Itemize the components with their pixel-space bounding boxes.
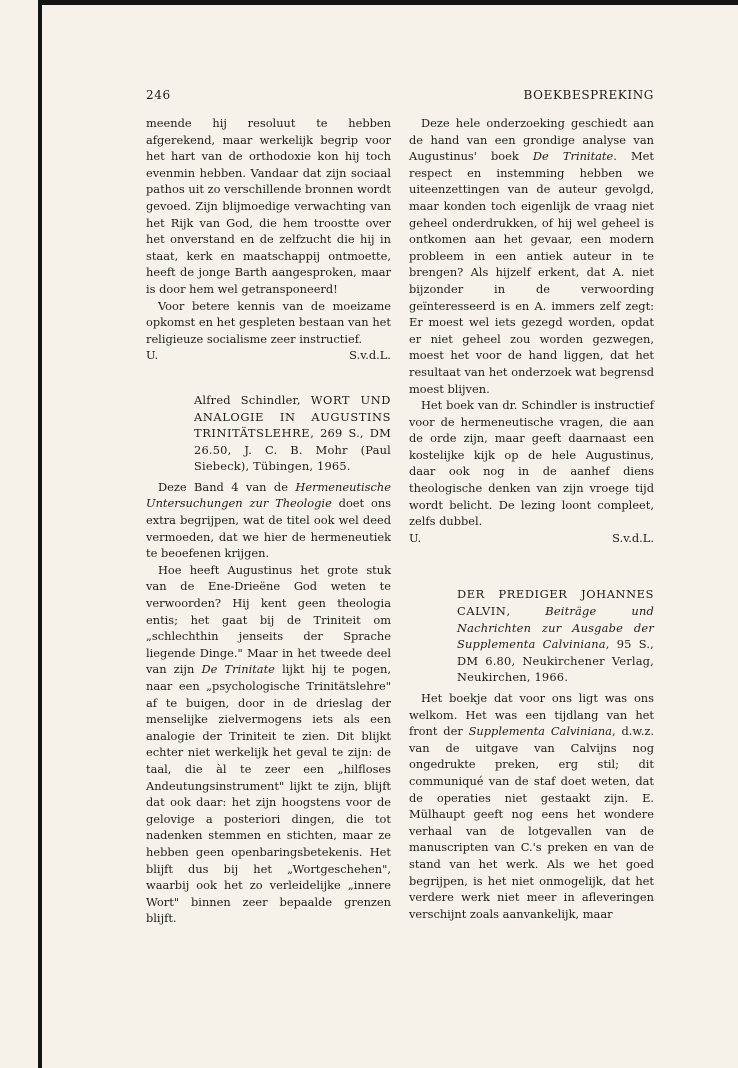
review-signature [146, 347, 391, 364]
signature-initial: U. [146, 348, 159, 363]
work-title: De Trinitate [532, 149, 614, 164]
text-run: Deze hele onderzoeking geschiedt aan de hand van een grondige analyse van Augustinus' boek [409, 116, 654, 164]
signature-initial: U. [409, 530, 422, 545]
paragraph: Voor betere kennis van de moeizame opkomst en het gespleten bestaan van het religieuze socialisme zeer instructief. [146, 298, 391, 346]
book-details: , 269 S., DM 26.50, J. C. B. Mohr (Paul Siebeck), Tübingen, 1965. [194, 426, 391, 474]
book-author: Alfred Schindler, [194, 392, 311, 407]
work-title: De Trinitate [201, 662, 275, 677]
paragraph: Het boek van dr. Schindler is instructief voor de hermeneutische vragen, die aan de orde zijn, maar geeft daarnaast een kostelijke kijk op de hele Augustinus, daar ook nog in de aanhef diens theologische denken van zijn vroege tijd wordt belicht. De lezing loont compleet, zelfs dubbel. [409, 398, 654, 529]
text-run: Hoe heeft Augustinus het grote stuk van de Ene-Drieëne God weten te verwoorden? Hij kent geen theologia entis; het gaat bij de Triniteit om „schlechthin jenseits der Sprache liegende Dinge." Maar in het tweede deel van zijn [146, 562, 391, 677]
series-title: Supplementa Calviniana [468, 724, 612, 739]
page-number: 246 [146, 88, 171, 102]
text-run: Het boekje dat voor ons ligt was ons welkom. Het was een tijdlang van het front der [409, 691, 654, 739]
paragraph [409, 690, 654, 922]
scan-top-border [38, 0, 738, 5]
text-run: Deze Band 4 van de [158, 479, 296, 494]
review-signature [409, 530, 654, 547]
series-title: Hermeneutische Untersuchungen zur Theologie [146, 479, 391, 511]
book-title: WORT UND ANALOGIE IN AUGUSTINS TRINITÄTSLEHRE [194, 392, 391, 441]
paragraph [146, 479, 391, 562]
book-subtitle: Beiträge und Nachrichten zur Ausgabe der Supplementa Calviniana [457, 604, 654, 652]
paragraph [409, 115, 654, 397]
signature-name: S.v.d.L. [612, 530, 654, 545]
paragraph [146, 562, 391, 927]
text-run: , d.w.z. van de uitgave van Calvijns nog ongedrukte preken, erg stil; dit communiqué van de staf doet weten, dat de operaties niet gestaakt zijn. E. Mülhaupt geeft nog eens het wondere verhaal van de lotgevallen van de manuscripten van C.'s preken en van de stand van het werk. Als we het goed begrijpen, is het niet onmogelijk, dat het verdere werk niet meer in afleveringen verschijnt zoals aanvankelijk, maar [409, 724, 654, 921]
paragraph: meende hij resoluut te hebben afgerekend, maar werkelijk begrip voor het hart van de orthodoxie kon hij toch evenmin hebben. Vandaar dat zijn sociaal pathos uit zo verschillende bronnen wordt gevoed. Zijn blijmoedige verwachting van het Rijk van God, die hem troostte over het onverstand en de zelfzucht die hij in staat, kerk en maatschappij ontmoette, heeft de jonge Barth aangesproken, maar is door hem wel getransponeerd! [146, 116, 391, 296]
text-run: . Met respect en instemming hebben we uiteenzettingen van de auteur gevolgd, maar konden toch eigenlijk de vraag niet geheel onderdrukken, of hij wel geheel is ontkomen aan het gevaar, een modern probleem in een antiek auteur in te brengen? Als hijzelf erkent, dat A. niet bijzonder in de verwoording geïnteresseerd is en A. immers zelf zegt: Er moest wel iets gezegd worden, opdat er niet geheel zou worden gezwegen, moest het voor de hand liggen, dat het resultaat van het onderzoek wat begrensd moest blijven. [409, 149, 654, 396]
book-entry [194, 392, 391, 475]
right-column [409, 115, 654, 922]
signature-name: S.v.d.L. [349, 348, 391, 363]
book-title: DER PREDIGER JOHANNES CALVIN [457, 587, 654, 619]
scan-left-border [38, 0, 42, 1068]
left-column [146, 115, 391, 927]
running-head: BOEKBESPREKING [523, 88, 654, 102]
text-run: doet ons extra begrijpen, wat de titel ook wel deed vermoeden, dat we hier de hermeneutiek te beoefenen krijgen. [146, 496, 391, 561]
text-run: lijkt hij te pogen, naar een „psychologische Trinitätslehre" af te buigen, door in de drieslag der menselijke zielvermogens iets als een analogie der Triniteit te zien. Dit blijkt echter niet werkelijk het geval te zijn: de taal, die àl te zeer een „hilfloses Andeutungsinstrument" lijkt te zijn, blijft dat ook daar: het zijn hoogstens voor de gelovige a posteriori dingen, die tot nadenken stemmen en stichten, maar ze hebben geen openbaringsbetekenis. Het blijft dus bij het „Wortgeschehen", waarbij ook het zo verleidelijke „innere Wort" binnen zeer bepaalde grenzen blijft. [146, 662, 391, 926]
book-details: , 95 S., DM 6.80, Neukirchener Verlag, Neukirchen, 1966. [457, 637, 654, 685]
book-entry: DER PREDIGER JOHANNES CALVIN, Beiträge und Nachrichten zur Ausgabe der Supplementa Calviniana, 95 S., DM 6.80, Neukirchener Verlag, Neukirchen, 1966. [457, 587, 654, 685]
